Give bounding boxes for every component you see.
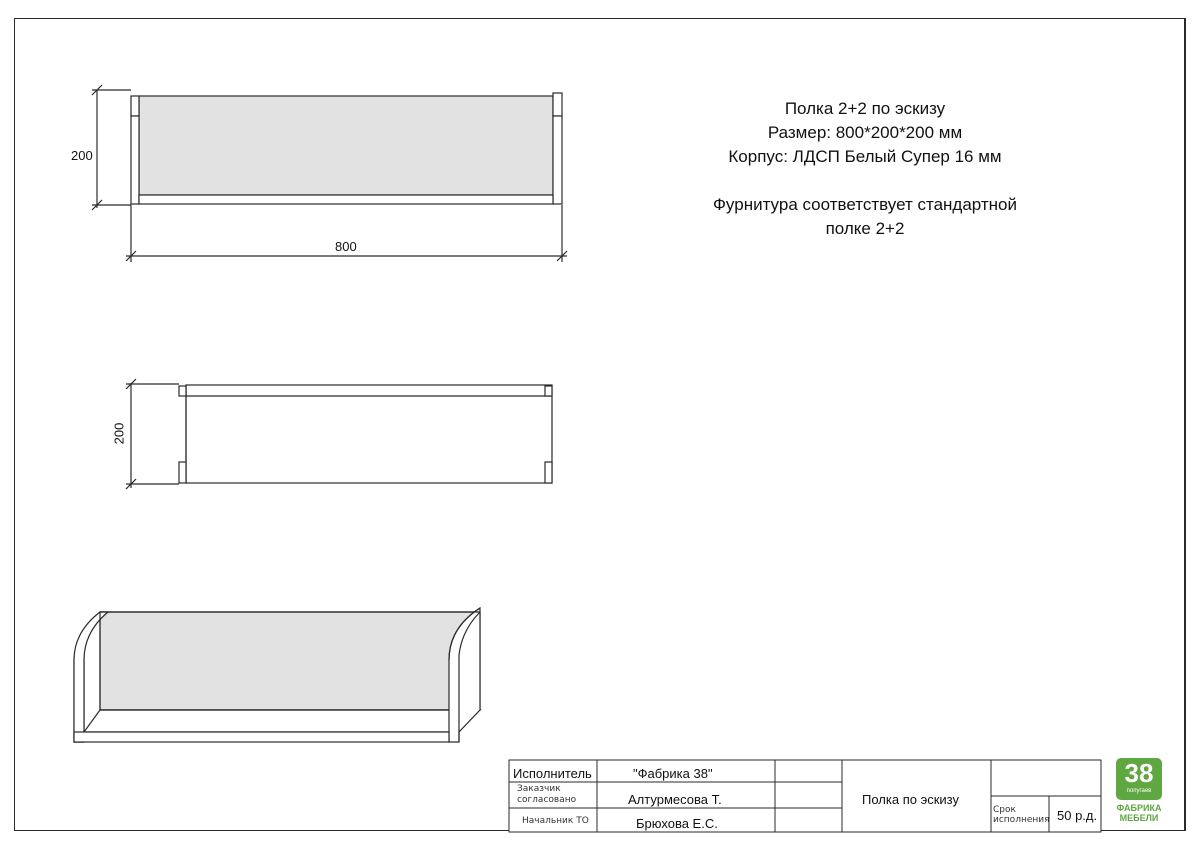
- notes-body-material: Корпус: ЛДСП Белый Супер 16 мм: [728, 147, 1002, 166]
- executor-label: Исполнитель: [513, 766, 592, 781]
- executor-value: "Фабрика 38": [633, 766, 713, 781]
- notes-title: Полка 2+2 по эскизу: [784, 99, 946, 118]
- front-height-label: 200: [71, 148, 93, 163]
- front-view: [92, 85, 567, 262]
- head-label: Начальник ТО: [522, 816, 589, 826]
- price-value: 50 р.д.: [1057, 808, 1098, 823]
- deadline-label-1: Срок: [993, 805, 1016, 815]
- isometric-view: [74, 608, 480, 742]
- product-name: Полка по эскизу: [862, 792, 959, 807]
- notes-hardware: Фурнитура соответствует стандартной: [713, 195, 1017, 214]
- notes-hardware-2: полке 2+2: [825, 219, 905, 238]
- logo-badge: [1116, 758, 1162, 800]
- logo-text-1: ФАБРИКА: [1116, 803, 1162, 813]
- head-value: Брюхова Е.С.: [636, 816, 718, 831]
- factory-logo: [1112, 758, 1166, 832]
- logo-text: [1112, 803, 1166, 823]
- customer-label-2: согласовано: [517, 795, 577, 805]
- top-view: [126, 379, 552, 489]
- notes-size: Размер: 800*200*200 мм: [767, 123, 963, 142]
- logo-number: 38: [1124, 758, 1154, 788]
- customer-label-1: Заказчик: [517, 784, 561, 794]
- logo-subtitle: попугаев: [1126, 788, 1152, 794]
- customer-value: Алтурмесова Т.: [628, 792, 722, 807]
- logo-text-2: МЕБЕЛИ: [1119, 813, 1159, 823]
- notes-block: [655, 97, 1075, 241]
- front-width-label: 800: [335, 239, 357, 254]
- deadline-label-2: исполнения: [993, 815, 1050, 825]
- top-height-label: 200: [111, 422, 127, 445]
